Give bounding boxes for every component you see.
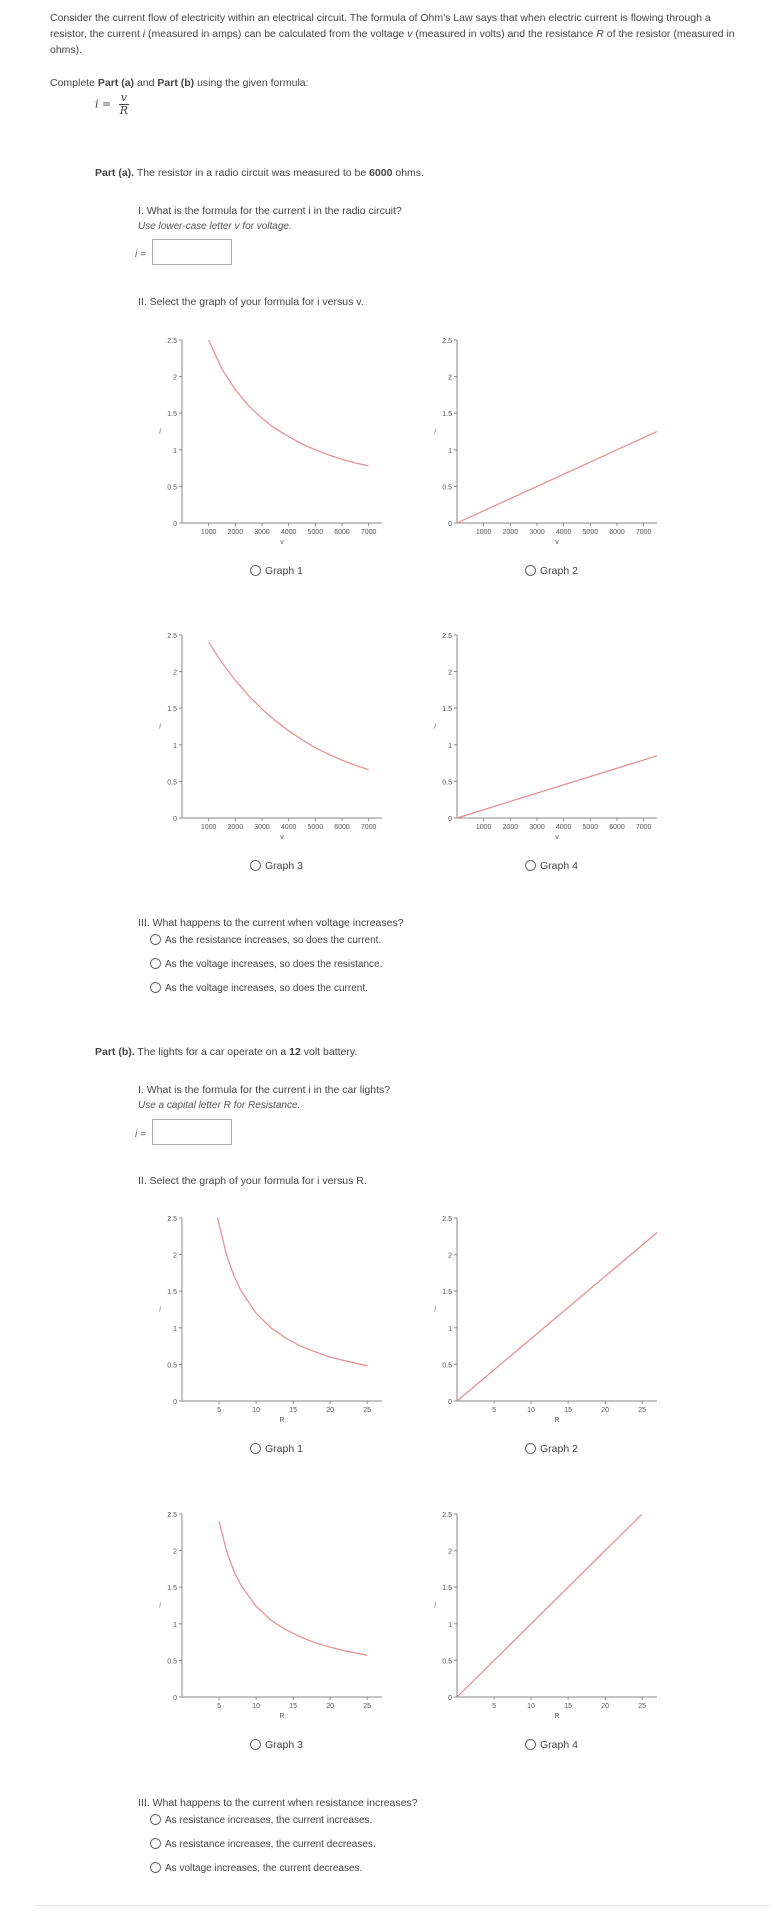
y-axis-label: i [159,428,161,436]
x-axis-label: R [554,1713,560,1720]
radio-icon[interactable] [150,982,161,993]
option-label: As the voltage increases, so does the resistance. [165,959,383,970]
part-a-q1: I. What is the formula for the current i in the radio circuit? [138,205,402,217]
part-b-heading [95,1046,357,1058]
part-a-text: The resistor in a radio circuit was measured to be [134,167,370,179]
x-tick-label: 4000 [280,824,297,831]
x-tick-label: 2000 [502,529,519,536]
x-tick-label: 10 [252,1407,260,1414]
intro-line-3: ohms). [50,44,83,56]
y-tick-label: 0 [173,816,177,823]
part-a-q2: II. Select the graph of your formula for i versus v. [138,296,364,308]
part-b-answer-label: i = [135,1129,146,1140]
y-tick-label: 0.5 [167,484,177,492]
x-tick-label: 6000 [609,824,625,831]
y-axis-label: i [434,1306,436,1314]
part-b-value: 12 [289,1046,301,1058]
instructions-part-b: Part (b) [157,77,195,89]
radio-icon[interactable] [250,565,261,576]
y-tick-label: 0 [448,521,452,528]
y-tick-label: 2 [448,1548,452,1556]
x-tick-label: 5000 [582,529,599,536]
y-tick-label: 1.5 [442,706,452,714]
y-tick-label: 1 [448,447,452,455]
graph-label: Graph 3 [265,1739,303,1751]
y-tick-label: 2 [173,669,177,677]
y-tick-label: 0.5 [442,1362,452,1370]
y-tick-label: 0 [448,1399,452,1406]
part-a-graph-2-chart [425,330,675,560]
y-tick-label: 1.5 [167,1585,177,1593]
x-tick-label: 3000 [254,824,270,831]
intro-text-part: (measured in volts) and the resistance [412,28,597,40]
part-b-graph-3-option[interactable] [250,1739,303,1751]
radio-icon[interactable] [525,565,536,576]
part-a-value: 6000 [369,167,393,179]
intro-var: i [142,28,146,40]
part-b-graph-3-chart [150,1504,400,1734]
y-tick-label: 1.5 [167,1289,177,1297]
x-axis-label: R [279,1713,285,1720]
graph-label: Graph 2 [540,1443,578,1455]
x-tick-label: 3000 [529,824,545,831]
part-b-title: Part (b). [95,1046,135,1058]
part-b-q2: II. Select the graph of your formula for i versus R. [138,1175,367,1187]
part-b-option-3[interactable] [150,1862,362,1874]
x-tick-label: 5000 [307,529,324,536]
x-tick-label: 3000 [529,529,545,536]
y-tick-label: 0.5 [442,484,452,492]
y-tick-label: 1 [173,742,177,750]
x-tick-label: 2000 [502,824,519,831]
intro-text-part: (measured in amps) can be calculated from the voltage [145,28,408,40]
x-tick-label: 7000 [635,529,652,536]
part-b-graph-4-option[interactable] [525,1739,578,1751]
part-b-q1-hint: Use a capital letter R for Resistance. [138,1100,301,1111]
x-axis-label: v [280,539,284,546]
intro-text [50,10,760,58]
part-b-q3: III. What happens to the current when resistance increases? [138,1797,418,1809]
x-tick-label: 10 [252,1703,260,1710]
part-b-option-2[interactable] [150,1838,376,1850]
y-axis-label: i [159,723,161,731]
x-tick-label: 4000 [555,529,572,536]
y-tick-label: 2 [173,1548,177,1556]
graph-label: Graph 4 [540,860,578,872]
y-tick-label: 2 [173,374,177,382]
y-tick-label: 1.5 [167,706,177,714]
y-tick-label: 0.5 [167,1658,177,1666]
part-b-text: The lights for a car operate on a [134,1046,290,1058]
x-tick-label: 1000 [475,824,492,831]
x-tick-label: 15 [289,1703,298,1710]
x-tick-label: 25 [638,1703,647,1710]
y-axis-label: i [434,723,436,731]
part-a-option-3[interactable] [150,982,368,994]
x-tick-label: 5 [492,1407,496,1414]
y-tick-label: 0 [173,521,177,528]
x-tick-label: 4000 [280,529,297,536]
x-tick-label: 25 [363,1703,372,1710]
radio-icon[interactable] [150,1814,161,1825]
part-a-graph-4-chart [425,625,675,855]
y-tick-label: 2.5 [167,1216,177,1223]
part-b-graph-2-option[interactable] [525,1443,578,1455]
radio-icon[interactable] [250,1739,261,1750]
x-tick-label: 1000 [475,529,492,536]
y-tick-label: 0 [173,1399,177,1406]
y-tick-label: 2 [448,374,452,382]
radio-icon[interactable] [525,1443,536,1454]
intro-var: R [596,28,604,40]
x-axis-label: v [280,834,284,841]
option-label: As resistance increases, the current decreases. [165,1839,376,1850]
intro-text-part: resistor, the current [50,28,143,40]
y-tick-label: 0 [173,1695,177,1702]
y-tick-label: 2 [448,1252,452,1260]
radio-icon[interactable] [150,1862,161,1873]
intro-line-2 [50,26,760,42]
x-tick-label: 6000 [334,529,350,536]
y-tick-label: 2.5 [442,338,452,345]
series-line [457,756,657,818]
part-a-graph-4-option[interactable] [525,860,578,872]
graph-label: Graph 3 [265,860,303,872]
y-tick-label: 0.5 [167,1362,177,1370]
part-a-q3: III. What happens to the current when voltage increases? [138,917,404,929]
series-line [219,1521,367,1655]
part-a-text: ohms. [392,167,424,179]
intro-text-part: of the resistor (measured in [603,28,735,40]
x-tick-label: 20 [326,1703,335,1710]
x-axis-label: v [555,834,559,841]
part-b-formula-input[interactable] [152,1119,232,1145]
y-tick-label: 1.5 [442,411,452,419]
part-b-graph-4-chart [425,1504,675,1734]
part-b-graph-1-option[interactable] [250,1443,303,1455]
x-tick-label: 15 [289,1407,298,1414]
graph-label: Graph 1 [265,565,303,577]
x-tick-label: 20 [601,1703,610,1710]
y-tick-label: 1 [173,1325,177,1333]
radio-icon[interactable] [150,934,161,945]
y-tick-label: 0 [448,816,452,823]
series-line [218,1218,368,1366]
part-a-option-1[interactable] [150,934,381,946]
x-tick-label: 25 [638,1407,647,1414]
radio-icon[interactable] [150,958,161,969]
option-label: As the resistance increases, so does the current. [165,935,382,946]
part-a-graph-2-option[interactable] [525,565,578,577]
part-b-q1: I. What is the formula for the current i in the car lights? [138,1084,391,1096]
x-tick-label: 1000 [200,824,217,831]
y-axis-label: i [159,1306,161,1314]
x-tick-label: 5 [492,1703,496,1710]
x-tick-label: 7000 [360,824,377,831]
option-label: As resistance increases, the current increases. [165,1815,373,1826]
part-a-heading [95,167,424,179]
part-a-graph-3-chart [150,625,400,855]
x-tick-label: 15 [564,1703,573,1710]
intro-var: v [407,28,413,40]
x-tick-label: 5000 [307,824,324,831]
formula-lhs: i = [95,97,112,111]
graph-label: Graph 4 [540,1739,578,1751]
formula-fraction [119,92,129,117]
x-tick-label: 1000 [200,529,217,536]
y-axis-label: i [434,428,436,436]
x-tick-label: 6000 [609,529,625,536]
y-tick-label: 0.5 [167,779,177,787]
radio-icon[interactable] [525,1739,536,1750]
option-label: As voltage increases, the current decreases. [165,1863,363,1874]
x-tick-label: 2000 [227,529,244,536]
y-tick-label: 2.5 [442,1216,452,1223]
radio-icon[interactable] [250,1443,261,1454]
y-tick-label: 1.5 [442,1289,452,1297]
part-a-answer-label: i = [135,249,146,260]
series-line [457,1233,657,1401]
part-b-option-1[interactable] [150,1814,372,1826]
y-tick-label: 2 [173,1252,177,1260]
x-tick-label: 2000 [227,824,244,831]
y-tick-label: 2 [448,669,452,677]
y-tick-label: 1 [448,742,452,750]
y-tick-label: 1.5 [442,1585,452,1593]
series-line [457,432,657,524]
formula-denominator: R [119,104,128,117]
x-tick-label: 15 [564,1407,573,1414]
series-line [209,340,369,466]
radio-icon[interactable] [250,860,261,871]
part-b-text: volt battery. [300,1046,358,1058]
part-a-q1-hint: Use lower-case letter v for voltage. [138,221,292,232]
y-axis-label: i [159,1602,161,1610]
x-tick-label: 5000 [582,824,599,831]
instructions [50,77,309,89]
part-a-graph-1-option[interactable] [250,565,303,577]
instructions-text: and [134,77,158,89]
series-line [457,1514,642,1697]
part-b-graph-2-chart [425,1208,675,1438]
intro-line-1: Consider the current flow of electricity within an electrical circuit. The formula of Ohm's Law says that when electric current is flowing through a [50,12,711,24]
part-a-title: Part (a). [95,167,135,179]
x-tick-label: 10 [527,1703,535,1710]
x-tick-label: 4000 [555,824,572,831]
y-tick-label: 1 [173,1621,177,1629]
x-tick-label: 20 [326,1407,335,1414]
y-tick-label: 0.5 [442,1658,452,1666]
radio-icon[interactable] [150,1838,161,1849]
x-tick-label: 25 [363,1407,372,1414]
option-label: As the voltage increases, so does the current. [165,983,368,994]
x-tick-label: 5 [217,1703,221,1710]
y-tick-label: 0.5 [442,779,452,787]
y-tick-label: 0 [448,1695,452,1702]
instructions-part-a: Part (a) [97,77,135,89]
y-tick-label: 1 [448,1325,452,1333]
x-tick-label: 3000 [254,529,270,536]
y-tick-label: 1 [448,1621,452,1629]
x-axis-label: R [279,1417,285,1424]
formula-numerator: v [120,91,127,104]
graph-label: Graph 2 [540,565,578,577]
x-tick-label: 5 [217,1407,221,1414]
part-a-option-2[interactable] [150,958,382,970]
part-a-formula-input[interactable] [152,239,232,265]
y-tick-label: 2.5 [167,338,177,345]
y-axis-label: i [434,1602,436,1610]
series-line [209,642,369,769]
y-tick-label: 2.5 [442,1512,452,1519]
radio-icon[interactable] [525,860,536,871]
y-tick-label: 2.5 [167,633,177,640]
instructions-text: using the given formula: [194,77,309,89]
part-b-graph-1-chart [150,1208,400,1438]
x-tick-label: 7000 [635,824,652,831]
y-tick-label: 1 [173,447,177,455]
x-tick-label: 20 [601,1407,610,1414]
x-tick-label: 10 [527,1407,535,1414]
x-axis-label: R [554,1417,560,1424]
x-tick-label: 7000 [360,529,377,536]
instructions-text: Complete [50,77,98,89]
ohms-law-formula [95,92,129,117]
graph-label: Graph 1 [265,1443,303,1455]
x-tick-label: 6000 [334,824,350,831]
part-a-graph-1-chart [150,330,400,560]
y-tick-label: 2.5 [442,633,452,640]
part-a-graph-3-option[interactable] [250,860,303,872]
y-tick-label: 2.5 [167,1512,177,1519]
x-axis-label: v [555,539,559,546]
y-tick-label: 1.5 [167,411,177,419]
